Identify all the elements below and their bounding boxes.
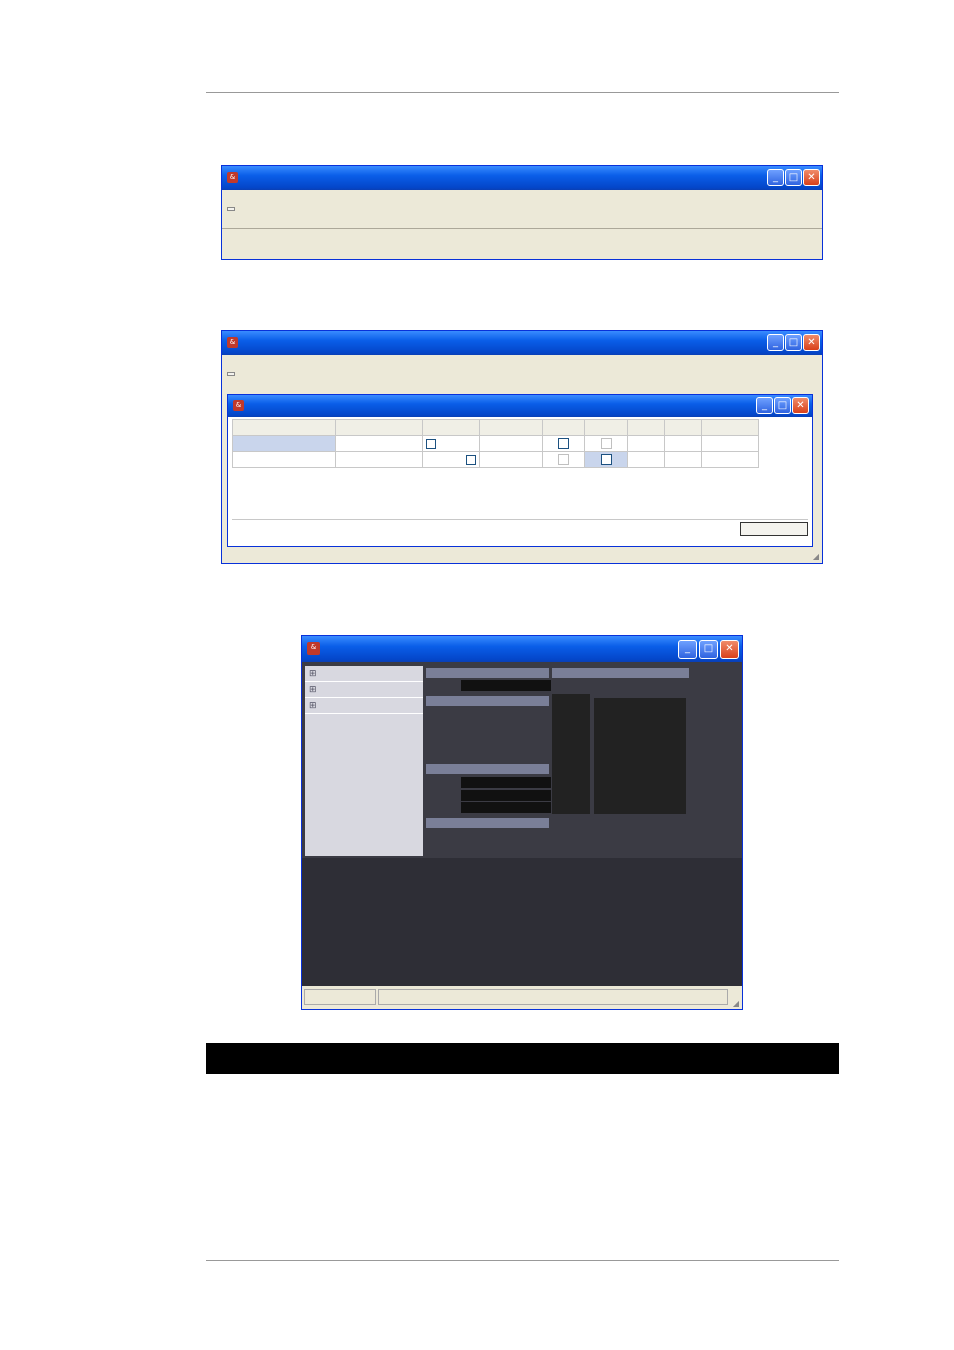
login-window — [221, 330, 823, 564]
list-divider — [232, 519, 808, 520]
col-offline[interactable] — [585, 420, 628, 436]
cell-interface[interactable] — [336, 436, 423, 452]
col-interface[interactable] — [336, 420, 423, 436]
input-value[interactable] — [461, 790, 551, 801]
maximize-button[interactable]: □ — [699, 640, 718, 659]
col-fwrev[interactable] — [628, 420, 665, 436]
online-checkbox[interactable] — [558, 454, 569, 465]
devicelist-tab[interactable] — [227, 207, 235, 211]
cell-hwrev — [665, 452, 702, 468]
cell-fwrev — [628, 436, 665, 452]
navigation-tree — [305, 666, 423, 856]
dialog-icon: & — [233, 400, 244, 411]
loaded-value — [461, 680, 551, 691]
routing-value[interactable] — [461, 777, 551, 788]
cell-fwrev — [628, 452, 665, 468]
setup-header — [426, 668, 549, 678]
cell-password[interactable] — [423, 436, 480, 452]
col-status[interactable] — [480, 420, 543, 436]
cell-name[interactable] — [233, 436, 336, 452]
offline-devices-button[interactable] — [740, 522, 808, 536]
close-button[interactable]: ✕ — [720, 640, 739, 659]
ls-header — [426, 696, 549, 706]
minimize-button[interactable]: _ — [756, 397, 773, 414]
device-statusbar — [302, 986, 742, 1010]
main-window — [221, 165, 823, 260]
tree-item-memory-organization[interactable]: ⊞ — [305, 682, 423, 698]
cell-status — [480, 436, 543, 452]
minimize-button[interactable]: _ — [767, 169, 784, 186]
devicelist-titlebar — [228, 395, 812, 417]
cell-online[interactable] — [543, 452, 585, 468]
status-field-2 — [378, 989, 728, 1005]
app-icon: & — [307, 642, 320, 655]
signal-chain-panel — [302, 858, 742, 986]
mode-value — [461, 802, 551, 813]
app-icon: & — [227, 337, 238, 348]
close-button[interactable]: ✕ — [803, 334, 820, 351]
footer-rule — [206, 1260, 839, 1261]
maximize-button[interactable]: □ — [785, 169, 802, 186]
cell-hwrev — [665, 436, 702, 452]
devicelist-dialog — [227, 394, 813, 547]
header-rule — [206, 92, 839, 93]
offline-checkbox[interactable] — [601, 438, 612, 449]
resize-grip-icon[interactable]: ◢ — [732, 999, 739, 1008]
app-icon: & — [227, 172, 238, 183]
cell-name[interactable] — [233, 452, 336, 468]
minimize-button[interactable]: _ — [678, 640, 697, 659]
table-row[interactable] — [233, 436, 759, 452]
tree-item-current-setup[interactable]: ⊞ — [305, 666, 423, 682]
cell-offline[interactable] — [585, 436, 628, 452]
cell-offline[interactable] — [585, 452, 628, 468]
device-table — [232, 419, 759, 468]
online-checkbox[interactable] — [558, 438, 569, 449]
maximize-button[interactable]: □ — [774, 397, 791, 414]
devicelist-tab[interactable] — [227, 372, 235, 376]
resize-grip-icon[interactable]: ◢ — [812, 552, 819, 561]
password-edit-icon[interactable] — [466, 455, 476, 465]
cell-sn — [702, 452, 759, 468]
minimize-button[interactable]: _ — [767, 334, 784, 351]
col-sn[interactable] — [702, 420, 759, 436]
modes-header — [426, 764, 549, 774]
col-hwrev[interactable] — [665, 420, 702, 436]
close-button[interactable]: ✕ — [792, 397, 809, 414]
col-password[interactable] — [423, 420, 480, 436]
offline-checkbox[interactable] — [601, 454, 612, 465]
cell-interface[interactable] — [336, 452, 423, 468]
device-window — [301, 635, 743, 1010]
maximize-button[interactable]: □ — [785, 334, 802, 351]
close-button[interactable]: ✕ — [803, 169, 820, 186]
section-heading — [206, 1043, 839, 1074]
main-window-titlebar — [222, 166, 822, 190]
login-menubar — [222, 355, 822, 369]
table-header-row — [233, 420, 759, 436]
inputs-header — [426, 818, 549, 828]
col-online[interactable] — [543, 420, 585, 436]
tree-item-device[interactable]: ⊞ — [305, 698, 423, 714]
cell-status — [480, 452, 543, 468]
cell-password[interactable] — [423, 452, 480, 468]
outputs-header — [552, 668, 689, 678]
device-window-titlebar — [302, 636, 742, 662]
cell-sn — [702, 436, 759, 452]
status-field-1 — [304, 989, 376, 1005]
col-name[interactable] — [233, 420, 336, 436]
meter-scale-panel — [552, 694, 590, 814]
table-row[interactable] — [233, 452, 759, 468]
main-menubar — [222, 190, 822, 204]
cell-online[interactable] — [543, 436, 585, 452]
password-edit-icon[interactable] — [426, 439, 436, 449]
toolbar-divider — [222, 228, 822, 229]
level-meters — [594, 698, 686, 814]
login-window-titlebar — [222, 331, 822, 355]
